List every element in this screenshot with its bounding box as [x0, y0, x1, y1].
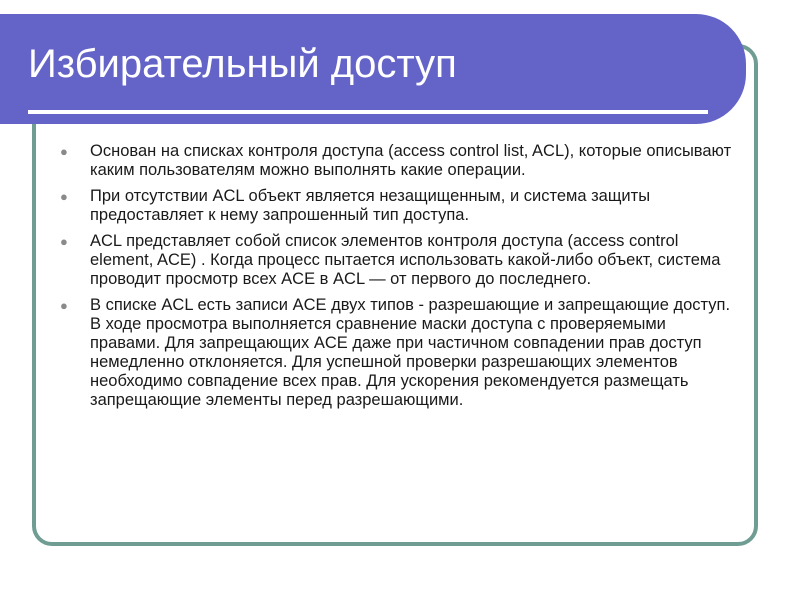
title-underline — [28, 110, 708, 114]
slide-title: Избирательный доступ — [28, 42, 457, 86]
bullet-text: Основан на списках контроля доступа (access control list, ACL), которые описывают каким пользователям можно выполнять какие операции. — [90, 142, 732, 179]
bullet-text: При отсутствии ACL объект является незащищенным, и система защиты предоставляет к нему запрошенный тип доступа. — [90, 187, 651, 224]
bullet-list — [58, 142, 734, 417]
bullet-dot-icon: ● — [60, 189, 68, 204]
bullet-item — [58, 232, 734, 289]
bullet-dot-icon: ● — [60, 144, 68, 159]
bullet-item — [58, 296, 734, 410]
title-band — [0, 14, 746, 124]
bullet-text: В списке ACL есть записи ACE двух типов - разрешающие и запрещающие доступ. В ходе просмотра выполняется сравнение маски доступа с проверяемыми правами. Для запрещающих ACE даже при частичном совпадении прав доступ немедленно отклоняется. Для успешной проверки разрешающих элементов необходимо совпадение всех прав. Для ускорения рекомендуется размещать запрещающие элементы перед разрешающими. — [90, 296, 731, 409]
bullet-dot-icon: ● — [60, 298, 68, 313]
bullet-item — [58, 142, 734, 180]
bullet-dot-icon: ● — [60, 234, 68, 249]
bullet-text: ACL представляет собой список элементов контроля доступа (access control element, ACE) . Когда процесс пытается использовать какой-либо объект, система проводит просмотр всех ACE в ACL — от первого до последнего. — [90, 232, 721, 288]
bullet-item — [58, 187, 734, 225]
